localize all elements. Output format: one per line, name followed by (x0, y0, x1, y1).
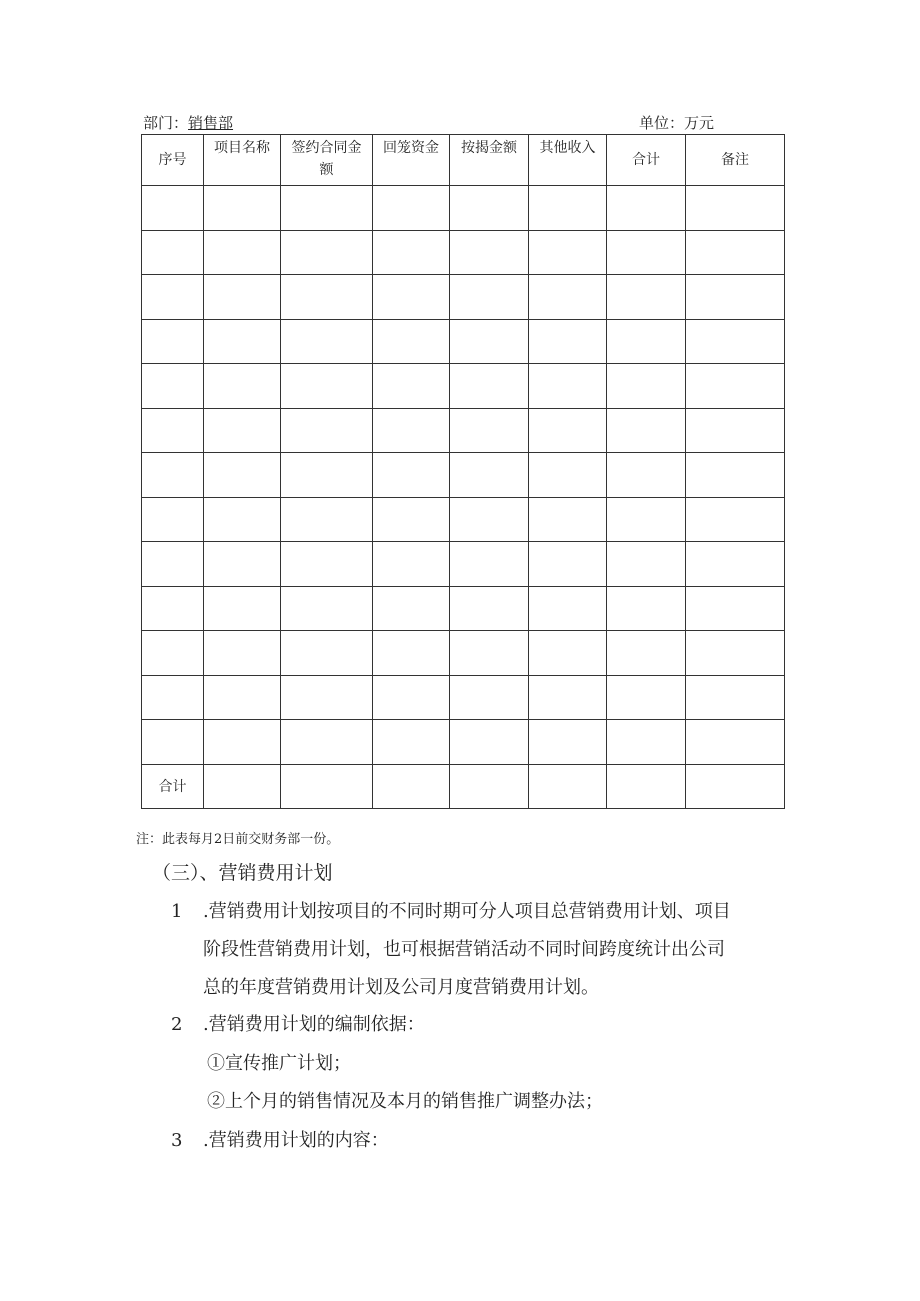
table-row (142, 542, 785, 587)
revenue-report-table (141, 134, 785, 809)
table-cell[interactable] (373, 542, 450, 587)
table-cell[interactable] (373, 186, 450, 231)
total-row-label: 合计 (142, 764, 204, 809)
table-cell[interactable] (686, 186, 785, 231)
table-cell[interactable] (686, 675, 785, 720)
table-cell[interactable] (529, 319, 607, 364)
item-2-text: .营销费用计划的编制依据： (203, 1014, 425, 1035)
table-cell[interactable] (373, 764, 450, 809)
table-cell[interactable] (607, 764, 686, 809)
table-cell[interactable] (529, 631, 607, 676)
table-cell[interactable] (529, 720, 607, 765)
unit-line (639, 113, 714, 133)
table-cell[interactable] (686, 230, 785, 275)
table-cell[interactable] (450, 230, 529, 275)
table-cell[interactable] (450, 764, 529, 809)
table-cell[interactable] (281, 764, 373, 809)
table-cell[interactable] (373, 453, 450, 498)
table-cell[interactable] (686, 764, 785, 809)
table-cell[interactable] (281, 408, 373, 453)
table-cell[interactable] (686, 364, 785, 409)
table-cell[interactable] (450, 275, 529, 320)
item-3 (171, 1128, 389, 1154)
table-cell[interactable] (686, 319, 785, 364)
table-cell[interactable] (373, 497, 450, 542)
table-cell[interactable] (607, 275, 686, 320)
item-3-number: 3 (171, 1130, 183, 1151)
item-1-number: 1 (171, 901, 183, 922)
table-cell[interactable] (529, 764, 607, 809)
table-cell[interactable] (607, 230, 686, 275)
table-cell[interactable] (450, 675, 529, 720)
table-cell[interactable] (686, 497, 785, 542)
table-cell[interactable] (450, 319, 529, 364)
table-cell[interactable] (142, 586, 204, 631)
table-row (142, 497, 785, 542)
table-cell[interactable] (281, 542, 373, 587)
table-cell[interactable] (204, 586, 281, 631)
table-row (142, 319, 785, 364)
table-cell[interactable] (450, 453, 529, 498)
table-cell[interactable] (529, 408, 607, 453)
table-cell[interactable] (607, 720, 686, 765)
table-cell[interactable] (142, 230, 204, 275)
department-line (143, 113, 233, 133)
table-cell[interactable] (204, 364, 281, 409)
table-row (142, 230, 785, 275)
col-header-other-income: 其他收入 (529, 135, 607, 186)
table-cell[interactable] (450, 586, 529, 631)
table-cell[interactable] (204, 675, 281, 720)
table-cell[interactable] (686, 408, 785, 453)
item-2-number: 2 (171, 1014, 183, 1035)
table-cell[interactable] (281, 675, 373, 720)
item-3-text: .营销费用计划的内容： (203, 1130, 389, 1151)
item-1-text-1: .营销费用计划按项目的不同时期可分人项目总营销费用计划、项目 (203, 901, 731, 922)
table-body (142, 186, 785, 809)
table-cell[interactable] (204, 275, 281, 320)
table-cell[interactable] (281, 319, 373, 364)
item-1-line-1 (171, 899, 731, 925)
table-cell[interactable] (204, 542, 281, 587)
table-cell[interactable] (686, 586, 785, 631)
table-cell[interactable] (373, 675, 450, 720)
total-row (142, 764, 785, 809)
table-row (142, 275, 785, 320)
department-label: 部门： (143, 114, 189, 132)
table-cell[interactable] (686, 542, 785, 587)
department-value: 销售部 (188, 114, 234, 132)
table-cell[interactable] (281, 186, 373, 231)
table-cell[interactable] (607, 497, 686, 542)
table-cell[interactable] (204, 186, 281, 231)
table-cell[interactable] (373, 720, 450, 765)
table-row (142, 586, 785, 631)
table-row (142, 453, 785, 498)
table-cell[interactable] (450, 364, 529, 409)
table-cell[interactable] (373, 319, 450, 364)
unit-label: 单位： (639, 114, 685, 132)
table-cell[interactable] (607, 675, 686, 720)
table-cell[interactable] (529, 275, 607, 320)
table-note: 注：此表每月2日前交财务部一份。 (136, 832, 340, 847)
table-cell[interactable] (607, 542, 686, 587)
table-cell[interactable] (142, 631, 204, 676)
col-header-index: 序号 (142, 135, 204, 186)
table-cell[interactable] (529, 230, 607, 275)
table-cell[interactable] (204, 497, 281, 542)
table-cell[interactable] (142, 497, 204, 542)
table-cell[interactable] (373, 631, 450, 676)
table-cell[interactable] (281, 586, 373, 631)
col-header-project-name: 项目名称 (204, 135, 281, 186)
table-cell[interactable] (607, 408, 686, 453)
table-cell[interactable] (529, 186, 607, 231)
table-cell[interactable] (142, 675, 204, 720)
table-row (142, 675, 785, 720)
section-title: （三）、营销费用计划 (152, 862, 333, 884)
table-cell[interactable] (529, 497, 607, 542)
unit-value: 万元 (684, 114, 715, 132)
table-cell[interactable] (142, 453, 204, 498)
table-cell[interactable] (607, 364, 686, 409)
table-cell[interactable] (281, 720, 373, 765)
table-row (142, 364, 785, 409)
table-cell[interactable] (204, 408, 281, 453)
table-cell[interactable] (607, 586, 686, 631)
table-cell[interactable] (142, 319, 204, 364)
table-cell[interactable] (204, 319, 281, 364)
table-row (142, 720, 785, 765)
subitem-1: ①宣传推广计划； (207, 1053, 351, 1074)
table-cell[interactable] (529, 586, 607, 631)
table-cell[interactable] (204, 230, 281, 275)
table-cell[interactable] (281, 631, 373, 676)
subitem-2: ②上个月的销售情况及本月的销售推广调整办法； (207, 1091, 603, 1112)
table-cell[interactable] (204, 453, 281, 498)
table-cell[interactable] (142, 720, 204, 765)
table-cell[interactable] (529, 542, 607, 587)
table-cell[interactable] (450, 497, 529, 542)
table-row (142, 186, 785, 231)
table-cell[interactable] (686, 720, 785, 765)
table-cell[interactable] (607, 186, 686, 231)
table-cell[interactable] (373, 586, 450, 631)
table-cell[interactable] (529, 364, 607, 409)
item-2 (171, 1012, 425, 1038)
table-cell[interactable] (373, 408, 450, 453)
table-cell[interactable] (607, 453, 686, 498)
table-cell[interactable] (204, 720, 281, 765)
table-cell[interactable] (204, 631, 281, 676)
table-cell[interactable] (281, 497, 373, 542)
table-cell[interactable] (281, 230, 373, 275)
item-1-line-3: 总的年度营销费用计划及公司月度营销费用计划。 (203, 977, 599, 998)
table-cell[interactable] (686, 631, 785, 676)
table-cell[interactable] (686, 275, 785, 320)
table-cell[interactable] (142, 542, 204, 587)
table-cell[interactable] (450, 720, 529, 765)
table-cell[interactable] (607, 319, 686, 364)
table-cell[interactable] (142, 364, 204, 409)
table-cell[interactable] (142, 408, 204, 453)
table-cell[interactable] (450, 542, 529, 587)
table-header-row (142, 135, 785, 186)
table-row (142, 408, 785, 453)
col-header-mortgage-amount: 按揭金额 (450, 135, 529, 186)
table-cell[interactable] (373, 364, 450, 409)
item-1-line-2: 阶段性营销费用计划，也可根据营销活动不同时间跨度统计出公司 (203, 939, 725, 960)
table-cell[interactable] (450, 186, 529, 231)
col-header-contract-amount: 签约合同金额 (281, 135, 373, 186)
table-cell[interactable] (450, 408, 529, 453)
table-cell[interactable] (529, 453, 607, 498)
table-cell[interactable] (529, 675, 607, 720)
col-header-collected-funds: 回笼资金 (373, 135, 450, 186)
table-cell[interactable] (686, 453, 785, 498)
table-cell[interactable] (142, 275, 204, 320)
table-cell[interactable] (281, 364, 373, 409)
table-cell[interactable] (142, 186, 204, 231)
col-header-remarks: 备注 (686, 135, 785, 186)
table-cell[interactable] (373, 230, 450, 275)
table-cell[interactable] (373, 275, 450, 320)
table-cell[interactable] (281, 275, 373, 320)
table-cell[interactable] (281, 453, 373, 498)
col-header-total: 合计 (607, 135, 686, 186)
table-row (142, 631, 785, 676)
table-cell[interactable] (204, 764, 281, 809)
table-cell[interactable] (607, 631, 686, 676)
table-cell[interactable] (450, 631, 529, 676)
